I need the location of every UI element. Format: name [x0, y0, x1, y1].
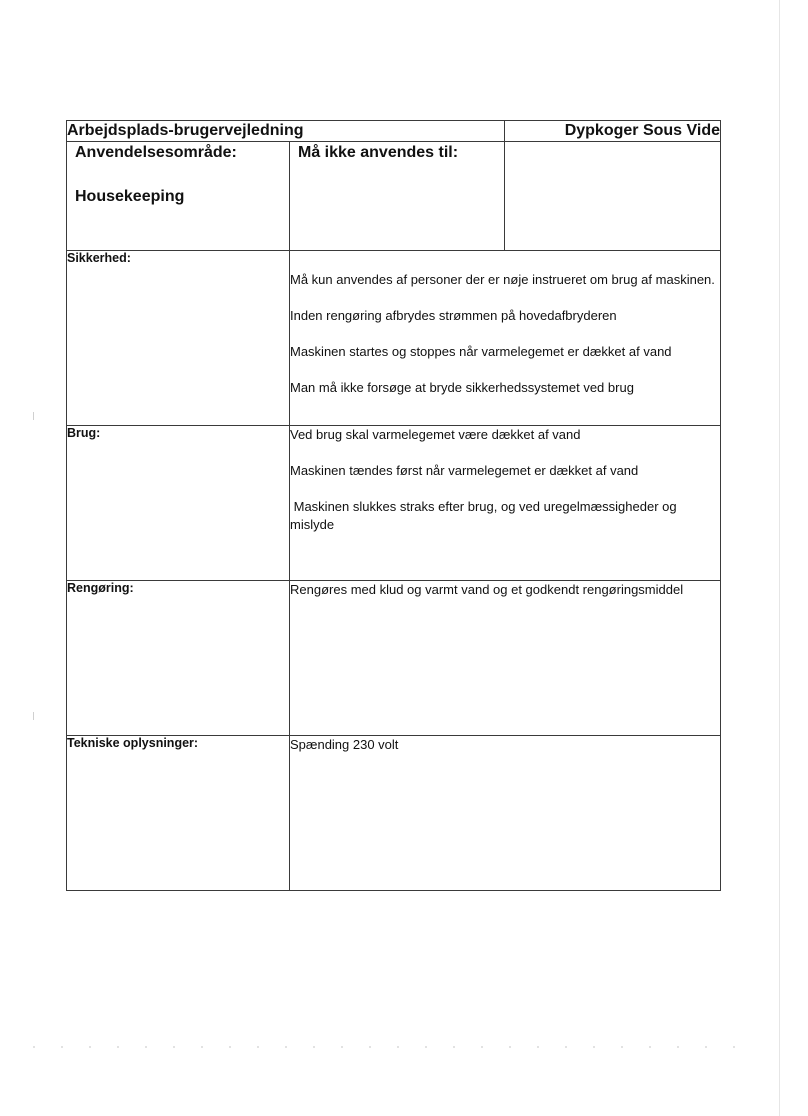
section-label: Tekniske oplysninger:: [67, 736, 290, 891]
content-line: Ved brug skal varmelegemet være dækket af vand: [290, 427, 581, 442]
content-line: Maskinen tændes først når varmelegemet er dækket af vand: [290, 463, 639, 478]
section-content: [290, 736, 721, 891]
usage-area-label: Anvendelsesområde:: [75, 144, 237, 161]
header-row: [67, 121, 721, 142]
content-line: Rengøres med klud og varmt vand og et godkendt rengøringsmiddel: [290, 582, 684, 597]
content-line: Spænding 230 volt: [290, 737, 399, 752]
scan-page-edge: [779, 0, 780, 1116]
content-line: Må kun anvendes af personer der er nøje instrueret om brug af maskinen.: [290, 272, 715, 287]
instruction-form-table: [66, 120, 721, 891]
usage-area-cell: [67, 142, 290, 251]
machine-name: Dypkoger Sous Vide: [505, 121, 721, 142]
not-for-value-cell: [505, 142, 721, 251]
not-for-cell: [290, 142, 505, 251]
section-content: [290, 581, 721, 736]
section-row-technical: [67, 736, 721, 891]
section-row-safety: [67, 251, 721, 426]
content-line: Maskinen slukkes straks efter brug, og ved uregelmæssigheder og mislyde: [290, 499, 681, 532]
not-for-label: Må ikke anvendes til:: [298, 144, 459, 161]
section-row-cleaning: [67, 581, 721, 736]
instruction-sheet: [66, 120, 720, 891]
usage-row: [67, 142, 721, 251]
section-label: Brug:: [67, 426, 290, 581]
form-title: Arbejdsplads-brugervejledning: [67, 121, 505, 142]
scan-mark: [33, 712, 34, 720]
content-line: Inden rengøring afbrydes strømmen på hovedafbryderen: [290, 308, 617, 323]
section-label: Sikkerhed:: [67, 251, 290, 426]
section-content: [290, 426, 721, 581]
section-row-usage: [67, 426, 721, 581]
scan-mark: [33, 412, 34, 420]
usage-area-value: Housekeeping: [75, 188, 185, 205]
section-label: Rengøring:: [67, 581, 290, 736]
scan-noise-dots: [20, 1046, 760, 1048]
section-content: [290, 251, 721, 426]
content-line: Man må ikke forsøge at bryde sikkerhedssystemet ved brug: [290, 380, 634, 395]
content-line: Maskinen startes og stoppes når varmelegemet er dækket af vand: [290, 344, 672, 359]
